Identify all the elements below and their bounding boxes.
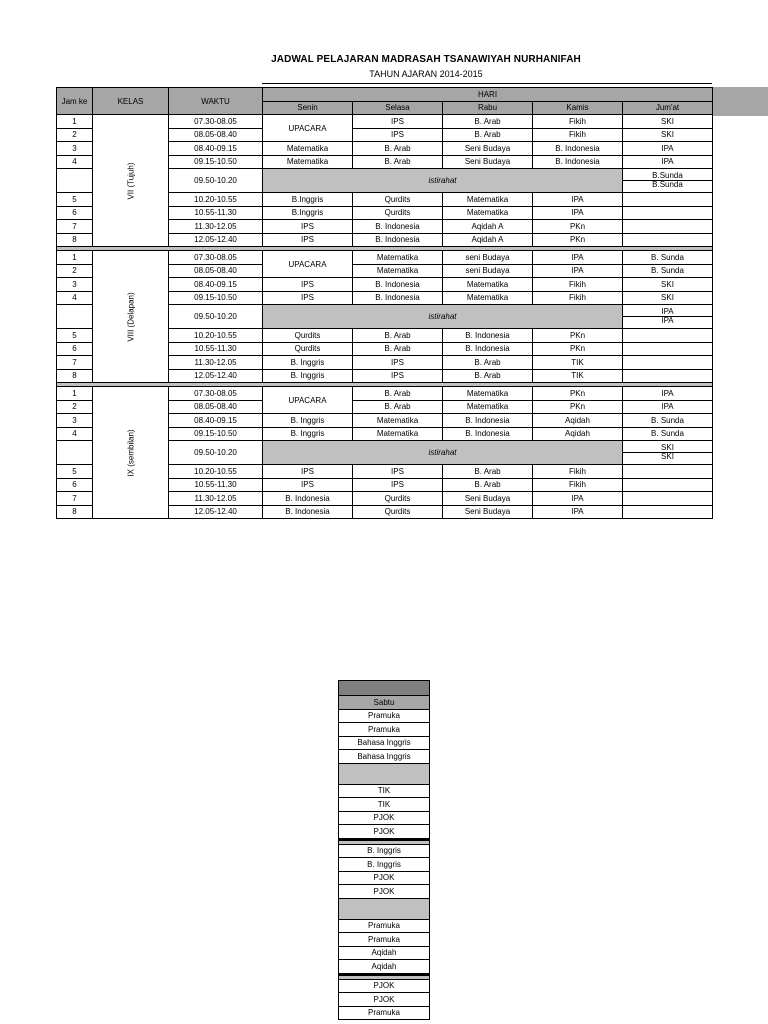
sabtu-cell: B. Inggris bbox=[339, 844, 430, 858]
jumat-split-item: SKI bbox=[623, 452, 712, 461]
header-day-rabu: Rabu bbox=[443, 101, 533, 115]
rabu-cell: B. Arab bbox=[443, 115, 533, 129]
jumat-cell bbox=[623, 465, 713, 479]
rabu-cell: B. Arab bbox=[443, 356, 533, 370]
sabtu-row bbox=[339, 960, 430, 975]
jam-cell: 4 bbox=[57, 291, 93, 305]
table-row bbox=[57, 251, 713, 265]
jam-cell: 5 bbox=[57, 193, 93, 207]
kelas-cell bbox=[93, 387, 169, 519]
kamis-cell: PKn bbox=[533, 387, 623, 401]
istirahat-cell: istirahat bbox=[263, 169, 623, 193]
kamis-cell: TIK bbox=[533, 369, 623, 383]
istirahat-cell: istirahat bbox=[263, 441, 623, 465]
kamis-cell: IPA bbox=[533, 206, 623, 220]
kamis-cell: IPA bbox=[533, 193, 623, 207]
senin-cell: IPS bbox=[263, 220, 353, 234]
sabtu-row bbox=[339, 1006, 430, 1020]
table-row bbox=[57, 115, 713, 129]
senin-cell: Qurdits bbox=[263, 329, 353, 343]
sabtu-cell: TIK bbox=[339, 784, 430, 798]
sabtu-row bbox=[339, 871, 430, 885]
selasa-cell: B. Indonesia bbox=[353, 291, 443, 305]
sabtu-cell: Pramuka bbox=[339, 709, 430, 723]
jam-cell: 2 bbox=[57, 264, 93, 278]
waktu-cell: 12.05-12.40 bbox=[169, 369, 263, 383]
selasa-cell: Qurdits bbox=[353, 206, 443, 220]
jam-cell bbox=[57, 169, 93, 193]
kamis-cell: IPA bbox=[533, 251, 623, 265]
jumat-cell: B. Sunda bbox=[623, 414, 713, 428]
senin-cell: B. Inggris bbox=[263, 427, 353, 441]
waktu-cell: 12.05-12.40 bbox=[169, 233, 263, 247]
jumat-cell: SKI bbox=[623, 128, 713, 142]
sabtu-row bbox=[339, 933, 430, 947]
jumat-cell bbox=[623, 478, 713, 492]
jumat-cell bbox=[623, 369, 713, 383]
waktu-cell: 09.15-10.50 bbox=[169, 291, 263, 305]
senin-cell: IPS bbox=[263, 278, 353, 292]
rabu-cell: Matematika bbox=[443, 291, 533, 305]
jumat-cell: SKI bbox=[623, 115, 713, 129]
page-title: JADWAL PELAJARAN MADRASAH TSANAWIYAH NURHANIFAH bbox=[271, 54, 581, 65]
sabtu-row bbox=[339, 993, 430, 1007]
selasa-cell: Matematika bbox=[353, 427, 443, 441]
selasa-cell: B. Arab bbox=[353, 329, 443, 343]
jumat-split-item: B.Sunda bbox=[623, 180, 712, 189]
sabtu-break-cell bbox=[339, 898, 430, 919]
sabtu-top-band bbox=[339, 681, 430, 696]
sabtu-cell: Pramuka bbox=[339, 1006, 430, 1020]
jam-cell: 6 bbox=[57, 342, 93, 356]
sabtu-cell: PJOK bbox=[339, 885, 430, 899]
selasa-cell: Qurdits bbox=[353, 505, 443, 519]
selasa-cell: B. Arab bbox=[353, 400, 443, 414]
senin-cell: IPS bbox=[263, 478, 353, 492]
waktu-cell: 10.55-11.30 bbox=[169, 478, 263, 492]
kamis-cell: PKn bbox=[533, 220, 623, 234]
kamis-cell: Fikih bbox=[533, 115, 623, 129]
selasa-cell: IPS bbox=[353, 465, 443, 479]
jumat-split-cell bbox=[623, 305, 713, 329]
jumat-cell bbox=[623, 329, 713, 343]
kamis-cell: IPA bbox=[533, 505, 623, 519]
waktu-cell: 07.30-08.05 bbox=[169, 387, 263, 401]
kamis-cell: Fikih bbox=[533, 291, 623, 305]
jam-cell: 8 bbox=[57, 369, 93, 383]
kamis-cell: Aqidah bbox=[533, 427, 623, 441]
waktu-cell: 11.30-12.05 bbox=[169, 492, 263, 506]
waktu-cell: 09.50-10.20 bbox=[169, 305, 263, 329]
rabu-cell: Aqidah A bbox=[443, 233, 533, 247]
kamis-cell: PKn bbox=[533, 329, 623, 343]
header-day-jumat: Jum'at bbox=[623, 101, 713, 115]
waktu-cell: 08.40-09.15 bbox=[169, 142, 263, 156]
waktu-cell: 09.50-10.20 bbox=[169, 169, 263, 193]
sabtu-cell: Pramuka bbox=[339, 933, 430, 947]
rabu-cell: Matematika bbox=[443, 193, 533, 207]
jumat-cell bbox=[623, 233, 713, 247]
jumat-cell bbox=[623, 342, 713, 356]
jam-cell: 5 bbox=[57, 465, 93, 479]
istirahat-cell: istirahat bbox=[263, 305, 623, 329]
waktu-cell: 11.30-12.05 bbox=[169, 356, 263, 370]
rabu-cell: B. Arab bbox=[443, 465, 533, 479]
waktu-cell: 08.05-08.40 bbox=[169, 264, 263, 278]
jumat-split-item: IPA bbox=[623, 316, 712, 325]
kelas-label: IX (sembilan) bbox=[126, 428, 135, 477]
senin-cell: B.Inggris bbox=[263, 193, 353, 207]
kamis-cell: IPA bbox=[533, 264, 623, 278]
waktu-cell: 07.30-08.05 bbox=[169, 115, 263, 129]
kamis-cell: IPA bbox=[533, 492, 623, 506]
selasa-cell: Matematika bbox=[353, 414, 443, 428]
selasa-cell: Qurdits bbox=[353, 193, 443, 207]
kelas-cell bbox=[93, 251, 169, 383]
jumat-cell bbox=[623, 505, 713, 519]
waktu-cell: 08.05-08.40 bbox=[169, 400, 263, 414]
rabu-cell: Matematika bbox=[443, 206, 533, 220]
selasa-cell: IPS bbox=[353, 356, 443, 370]
senin-cell: B. Indonesia bbox=[263, 505, 353, 519]
jumat-cell: B. Sunda bbox=[623, 251, 713, 265]
jam-cell: 7 bbox=[57, 356, 93, 370]
kelas-label: VII (Tujuh) bbox=[126, 161, 135, 200]
selasa-cell: Matematika bbox=[353, 251, 443, 265]
waktu-cell: 08.05-08.40 bbox=[169, 128, 263, 142]
kelas-label: VIII (Delapan) bbox=[126, 291, 135, 342]
rabu-cell: Seni Budaya bbox=[443, 505, 533, 519]
senin-cell: Matematika bbox=[263, 155, 353, 169]
rabu-cell: B. Indonesia bbox=[443, 342, 533, 356]
sabtu-cell: PJOK bbox=[339, 993, 430, 1007]
sabtu-cell: PJOK bbox=[339, 811, 430, 825]
kamis-cell: Fikih bbox=[533, 128, 623, 142]
sabtu-cell: Pramuka bbox=[339, 919, 430, 933]
kamis-cell: Fikih bbox=[533, 278, 623, 292]
selasa-cell: IPS bbox=[353, 478, 443, 492]
rabu-cell: Matematika bbox=[443, 387, 533, 401]
sabtu-row bbox=[339, 919, 430, 933]
sabtu-row bbox=[339, 763, 430, 784]
rabu-cell: B. Arab bbox=[443, 128, 533, 142]
header-day-sabtu: Sabtu bbox=[339, 696, 430, 710]
senin-cell: IPS bbox=[263, 291, 353, 305]
header-day-kamis: Kamis bbox=[533, 101, 623, 115]
header-hari: HARI bbox=[263, 88, 713, 102]
jumat-split-cell bbox=[623, 169, 713, 193]
jam-cell: 8 bbox=[57, 233, 93, 247]
kamis-cell: PKn bbox=[533, 233, 623, 247]
sabtu-cell: Aqidah bbox=[339, 946, 430, 960]
page-subtitle: TAHUN AJARAN 2014-2015 bbox=[369, 69, 483, 79]
table-row bbox=[57, 387, 713, 401]
jumat-cell: SKI bbox=[623, 291, 713, 305]
kamis-cell: B. Indonesia bbox=[533, 155, 623, 169]
kamis-cell: Fikih bbox=[533, 478, 623, 492]
header-rule bbox=[262, 83, 712, 84]
waktu-cell: 11.30-12.05 bbox=[169, 220, 263, 234]
sabtu-row bbox=[339, 784, 430, 798]
sabtu-cell: PJOK bbox=[339, 979, 430, 993]
rabu-cell: seni Budaya bbox=[443, 251, 533, 265]
senin-cell: B.Inggris bbox=[263, 206, 353, 220]
jam-cell: 3 bbox=[57, 142, 93, 156]
rabu-cell: seni Budaya bbox=[443, 264, 533, 278]
waktu-cell: 12.05-12.40 bbox=[169, 505, 263, 519]
sabtu-row bbox=[339, 979, 430, 993]
jumat-cell: SKI bbox=[623, 278, 713, 292]
waktu-cell: 07.30-08.05 bbox=[169, 251, 263, 265]
rabu-cell: B. Indonesia bbox=[443, 427, 533, 441]
selasa-cell: Matematika bbox=[353, 264, 443, 278]
sabtu-cell: TIK bbox=[339, 798, 430, 812]
schedule-table bbox=[56, 87, 713, 519]
jam-cell: 4 bbox=[57, 427, 93, 441]
waktu-cell: 08.40-09.15 bbox=[169, 278, 263, 292]
waktu-cell: 09.15-10.50 bbox=[169, 427, 263, 441]
senin-cell: IPS bbox=[263, 465, 353, 479]
kamis-cell: TIK bbox=[533, 356, 623, 370]
waktu-cell: 10.20-10.55 bbox=[169, 329, 263, 343]
selasa-cell: IPS bbox=[353, 128, 443, 142]
jam-cell: 8 bbox=[57, 505, 93, 519]
jam-cell: 3 bbox=[57, 414, 93, 428]
upacara-cell: UPACARA bbox=[263, 251, 353, 278]
sabtu-cell: Pramuka bbox=[339, 723, 430, 737]
header-jamke: Jam ke bbox=[57, 88, 93, 115]
waktu-cell: 09.50-10.20 bbox=[169, 441, 263, 465]
jumat-cell bbox=[623, 206, 713, 220]
jumat-cell bbox=[623, 492, 713, 506]
selasa-cell: B. Indonesia bbox=[353, 278, 443, 292]
waktu-cell: 10.55-11.30 bbox=[169, 342, 263, 356]
rabu-cell: B. Arab bbox=[443, 369, 533, 383]
jam-cell: 1 bbox=[57, 251, 93, 265]
rabu-cell: Aqidah A bbox=[443, 220, 533, 234]
sabtu-row bbox=[339, 750, 430, 764]
jumat-cell bbox=[623, 356, 713, 370]
jam-cell: 6 bbox=[57, 206, 93, 220]
jam-cell: 7 bbox=[57, 492, 93, 506]
jam-cell: 2 bbox=[57, 400, 93, 414]
sabtu-row bbox=[339, 858, 430, 872]
jumat-split-item: IPA bbox=[661, 307, 674, 316]
kamis-cell: PKn bbox=[533, 400, 623, 414]
jumat-cell bbox=[623, 220, 713, 234]
jam-cell: 7 bbox=[57, 220, 93, 234]
selasa-cell: B. Arab bbox=[353, 387, 443, 401]
senin-cell: Matematika bbox=[263, 142, 353, 156]
jumat-split-item: B.Sunda bbox=[652, 171, 683, 180]
sabtu-row bbox=[339, 898, 430, 919]
sabtu-row bbox=[339, 885, 430, 899]
kamis-cell: B. Indonesia bbox=[533, 142, 623, 156]
jam-cell: 1 bbox=[57, 387, 93, 401]
jam-cell: 6 bbox=[57, 478, 93, 492]
rabu-cell: Matematika bbox=[443, 400, 533, 414]
sabtu-row bbox=[339, 736, 430, 750]
waktu-cell: 10.55-11.30 bbox=[169, 206, 263, 220]
jumat-cell: IPA bbox=[623, 155, 713, 169]
jam-cell bbox=[57, 441, 93, 465]
sabtu-row bbox=[339, 723, 430, 737]
waktu-cell: 10.20-10.55 bbox=[169, 465, 263, 479]
jumat-cell: IPA bbox=[623, 387, 713, 401]
sabtu-cell: Bahasa Inggris bbox=[339, 750, 430, 764]
senin-cell: B. Inggris bbox=[263, 356, 353, 370]
sabtu-cell: PJOK bbox=[339, 871, 430, 885]
header-kelas: KELAS bbox=[93, 88, 169, 115]
rabu-cell: Seni Budaya bbox=[443, 492, 533, 506]
selasa-cell: B. Arab bbox=[353, 155, 443, 169]
kamis-cell: PKn bbox=[533, 342, 623, 356]
selasa-cell: B. Indonesia bbox=[353, 220, 443, 234]
kamis-cell: Aqidah bbox=[533, 414, 623, 428]
jam-cell: 4 bbox=[57, 155, 93, 169]
rabu-cell: Matematika bbox=[443, 278, 533, 292]
waktu-cell: 08.40-09.15 bbox=[169, 414, 263, 428]
jam-cell bbox=[57, 305, 93, 329]
jam-cell: 3 bbox=[57, 278, 93, 292]
jumat-cell: B. Sunda bbox=[623, 427, 713, 441]
jumat-cell: IPA bbox=[623, 142, 713, 156]
kelas-cell bbox=[93, 115, 169, 247]
jumat-cell: IPA bbox=[623, 400, 713, 414]
header-day-selasa: Selasa bbox=[353, 101, 443, 115]
jumat-cell: B. Sunda bbox=[623, 264, 713, 278]
sabtu-break-cell bbox=[339, 763, 430, 784]
header-day-senin: Senin bbox=[263, 101, 353, 115]
header-gray-band bbox=[712, 87, 768, 116]
sabtu-cell: PJOK bbox=[339, 825, 430, 840]
jam-cell: 5 bbox=[57, 329, 93, 343]
jumat-split-item: SKI bbox=[661, 443, 674, 452]
senin-cell: B. Inggris bbox=[263, 414, 353, 428]
jumat-split-cell bbox=[623, 441, 713, 465]
senin-cell: B. Indonesia bbox=[263, 492, 353, 506]
upacara-cell: UPACARA bbox=[263, 387, 353, 414]
senin-cell: Qurdits bbox=[263, 342, 353, 356]
sabtu-row bbox=[339, 798, 430, 812]
rabu-cell: B. Arab bbox=[443, 478, 533, 492]
jumat-cell bbox=[623, 193, 713, 207]
waktu-cell: 10.20-10.55 bbox=[169, 193, 263, 207]
selasa-cell: IPS bbox=[353, 115, 443, 129]
jam-cell: 1 bbox=[57, 115, 93, 129]
sabtu-row bbox=[339, 844, 430, 858]
rabu-cell: B. Indonesia bbox=[443, 329, 533, 343]
sabtu-cell: B. Inggris bbox=[339, 858, 430, 872]
senin-cell: IPS bbox=[263, 233, 353, 247]
sabtu-cell: Aqidah bbox=[339, 960, 430, 975]
sabtu-row bbox=[339, 946, 430, 960]
kamis-cell: Fikih bbox=[533, 465, 623, 479]
senin-cell: B. Inggris bbox=[263, 369, 353, 383]
selasa-cell: IPS bbox=[353, 369, 443, 383]
sabtu-row bbox=[339, 811, 430, 825]
header-waktu: WAKTU bbox=[169, 88, 263, 115]
selasa-cell: Qurdits bbox=[353, 492, 443, 506]
rabu-cell: Seni Budaya bbox=[443, 142, 533, 156]
selasa-cell: B. Indonesia bbox=[353, 233, 443, 247]
sabtu-table bbox=[338, 680, 430, 1020]
jam-cell: 2 bbox=[57, 128, 93, 142]
waktu-cell: 09.15-10.50 bbox=[169, 155, 263, 169]
sabtu-row bbox=[339, 709, 430, 723]
selasa-cell: B. Arab bbox=[353, 342, 443, 356]
rabu-cell: Seni Budaya bbox=[443, 155, 533, 169]
sabtu-cell: Bahasa Inggris bbox=[339, 736, 430, 750]
selasa-cell: B. Arab bbox=[353, 142, 443, 156]
rabu-cell: B. Indonesia bbox=[443, 414, 533, 428]
sabtu-row bbox=[339, 825, 430, 840]
upacara-cell: UPACARA bbox=[263, 115, 353, 142]
